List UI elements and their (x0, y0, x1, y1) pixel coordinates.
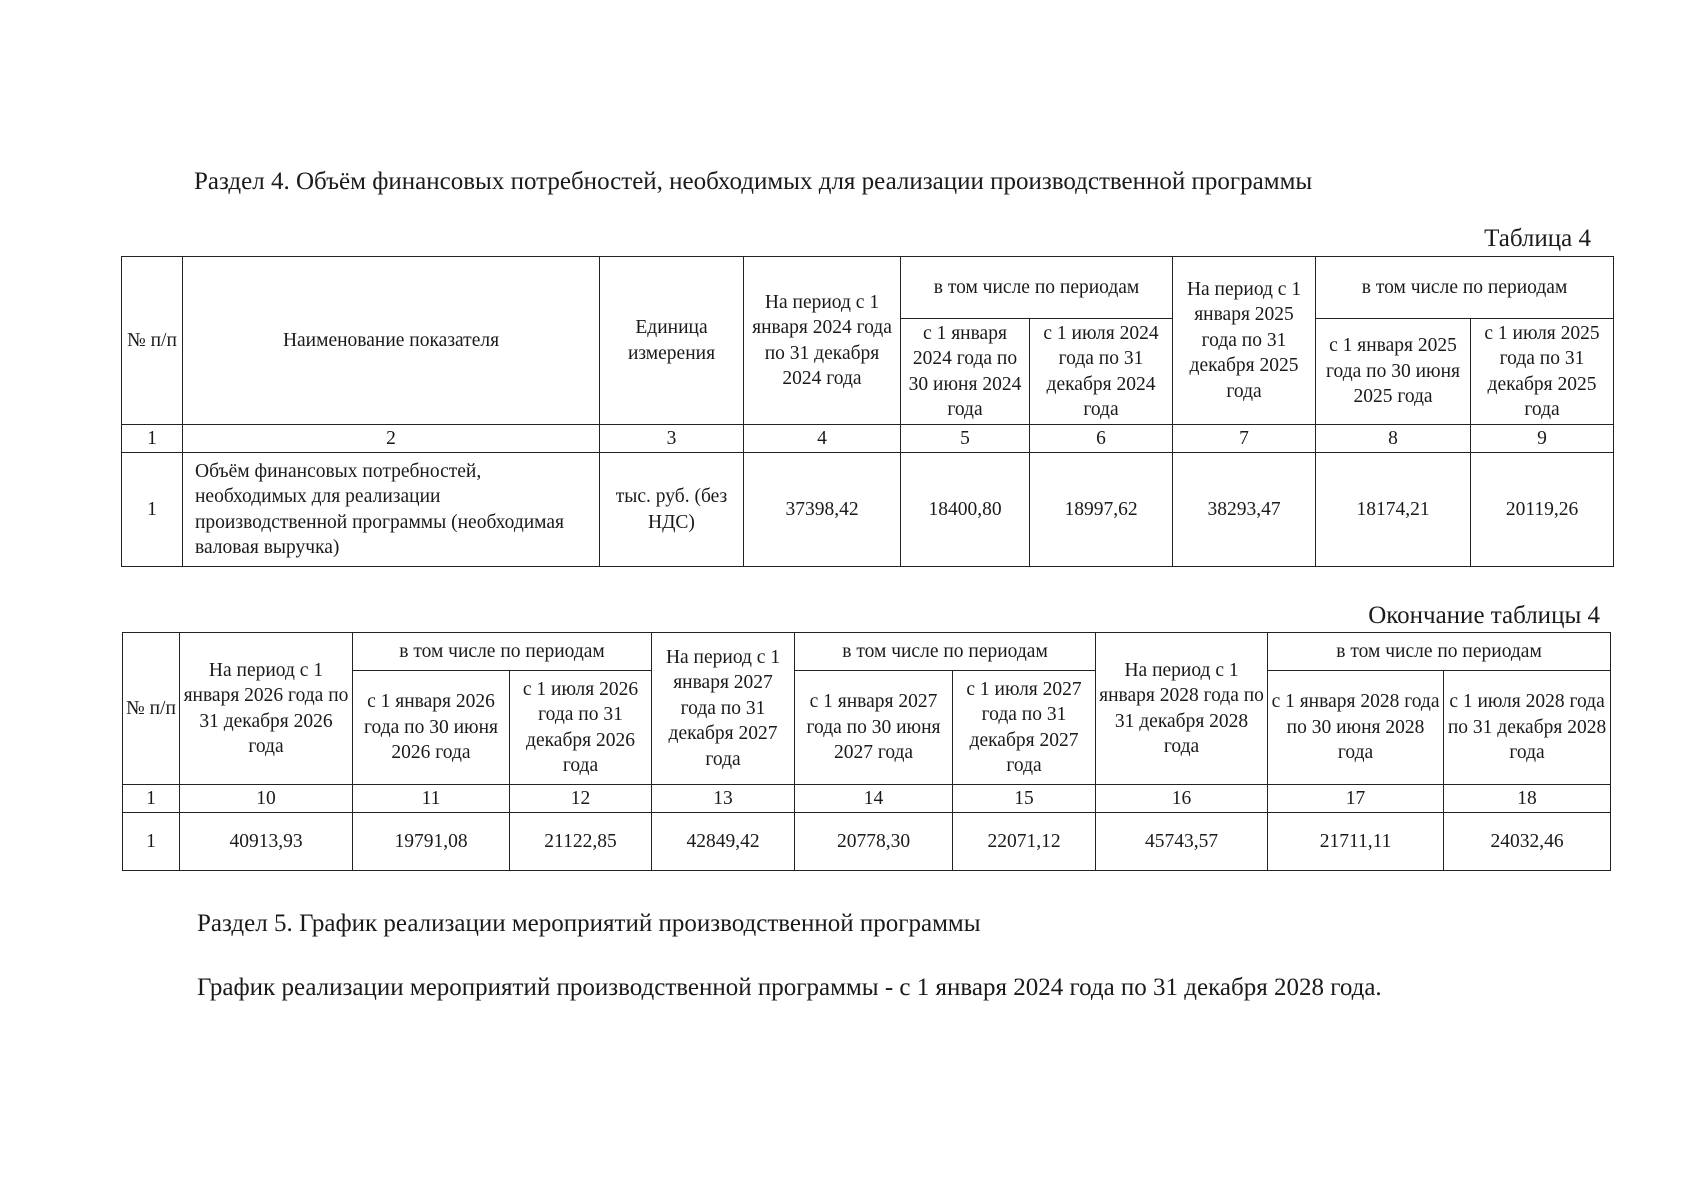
column-number: 12 (510, 785, 652, 813)
value-h2-2028: 24032,46 (1444, 813, 1611, 871)
table-4-caption: Таблица 4 (1484, 225, 1591, 252)
value-h1-2028: 21711,11 (1268, 813, 1444, 871)
column-number: 8 (1316, 425, 1471, 453)
column-number: 4 (744, 425, 901, 453)
section-5-text: График реализации мероприятий производственной программы - с 1 января 2024 года по 31 декабря 2028 года. (197, 974, 1382, 1001)
header-period-2026: На период с 1 января 2026 года по 31 декабря 2026 года (180, 633, 353, 785)
row-name: Объём финансовых потребностей, необходимых для реализации производственной программы (необходимая валовая выручка) (183, 453, 600, 567)
column-number: 1 (123, 785, 180, 813)
table-row (122, 453, 1614, 567)
value-h2-2025: 20119,26 (1471, 453, 1614, 567)
header-h1-2026: с 1 января 2026 года по 30 июня 2026 года (353, 671, 510, 785)
column-number: 11 (353, 785, 510, 813)
column-number: 9 (1471, 425, 1614, 453)
header-period-2025: На период с 1 января 2025 года по 31 декабря 2025 года (1173, 257, 1316, 425)
header-h1-2024: с 1 января 2024 года по 30 июня 2024 года (901, 319, 1030, 425)
column-number: 14 (795, 785, 953, 813)
header-period-2024: На период с 1 января 2024 года по 31 декабря 2024 года (744, 257, 901, 425)
header-including-2025: в том числе по периодам (1316, 257, 1614, 319)
header-h1-2028: с 1 января 2028 года по 30 июня 2028 года (1268, 671, 1444, 785)
column-number-row (123, 785, 1611, 813)
header-h2-2028: с 1 июля 2028 года по 31 декабря 2028 года (1444, 671, 1611, 785)
header-h2-2024: с 1 июля 2024 года по 31 декабря 2024 года (1030, 319, 1173, 425)
column-number-row (122, 425, 1614, 453)
header-including-2024: в том числе по периодам (901, 257, 1173, 319)
column-number: 3 (600, 425, 744, 453)
header-including-2028: в том числе по периодам (1268, 633, 1611, 671)
value-period-2027: 42849,42 (652, 813, 795, 871)
column-number: 6 (1030, 425, 1173, 453)
column-number: 10 (180, 785, 353, 813)
value-period-2025: 38293,47 (1173, 453, 1316, 567)
table-row (123, 813, 1611, 871)
header-period-2027: На период с 1 января 2027 года по 31 декабря 2027 года (652, 633, 795, 785)
table-4-continuation-caption: Окончание таблицы 4 (1368, 602, 1600, 629)
column-number: 16 (1096, 785, 1268, 813)
header-unit: Единица измерения (600, 257, 744, 425)
section-4-title: Раздел 4. Объём финансовых потребностей, необходимых для реализации производственной программы (194, 168, 1313, 195)
value-h2-2027: 22071,12 (953, 813, 1096, 871)
column-number: 2 (183, 425, 600, 453)
row-num: 1 (122, 453, 183, 567)
header-num: № п/п (122, 257, 183, 425)
header-including-2027: в том числе по периодам (795, 633, 1096, 671)
header-including-2026: в том числе по периодам (353, 633, 652, 671)
column-number: 15 (953, 785, 1096, 813)
column-number: 17 (1268, 785, 1444, 813)
header-h2-2025: с 1 июля 2025 года по 31 декабря 2025 года (1471, 319, 1614, 425)
value-h1-2027: 20778,30 (795, 813, 953, 871)
column-number: 7 (1173, 425, 1316, 453)
header-period-2028: На период с 1 января 2028 года по 31 декабря 2028 года (1096, 633, 1268, 785)
header-name: Наименование показателя (183, 257, 600, 425)
value-h1-2025: 18174,21 (1316, 453, 1471, 567)
row-num: 1 (123, 813, 180, 871)
value-period-2028: 45743,57 (1096, 813, 1268, 871)
column-number: 18 (1444, 785, 1611, 813)
header-h2-2027: с 1 июля 2027 года по 31 декабря 2027 года (953, 671, 1096, 785)
section-5-title: Раздел 5. График реализации мероприятий производственной программы (197, 910, 981, 937)
value-h1-2024: 18400,80 (901, 453, 1030, 567)
header-h1-2025: с 1 января 2025 года по 30 июня 2025 года (1316, 319, 1471, 425)
value-period-2024: 37398,42 (744, 453, 901, 567)
header-num: № п/п (123, 633, 180, 785)
header-h2-2026: с 1 июля 2026 года по 31 декабря 2026 года (510, 671, 652, 785)
table-4 (121, 256, 1614, 567)
row-unit: тыс. руб. (без НДС) (600, 453, 744, 567)
column-number: 5 (901, 425, 1030, 453)
value-h1-2026: 19791,08 (353, 813, 510, 871)
header-h1-2027: с 1 января 2027 года по 30 июня 2027 года (795, 671, 953, 785)
column-number: 1 (122, 425, 183, 453)
value-h2-2026: 21122,85 (510, 813, 652, 871)
column-number: 13 (652, 785, 795, 813)
table-4-continuation (122, 632, 1611, 871)
value-h2-2024: 18997,62 (1030, 453, 1173, 567)
value-period-2026: 40913,93 (180, 813, 353, 871)
